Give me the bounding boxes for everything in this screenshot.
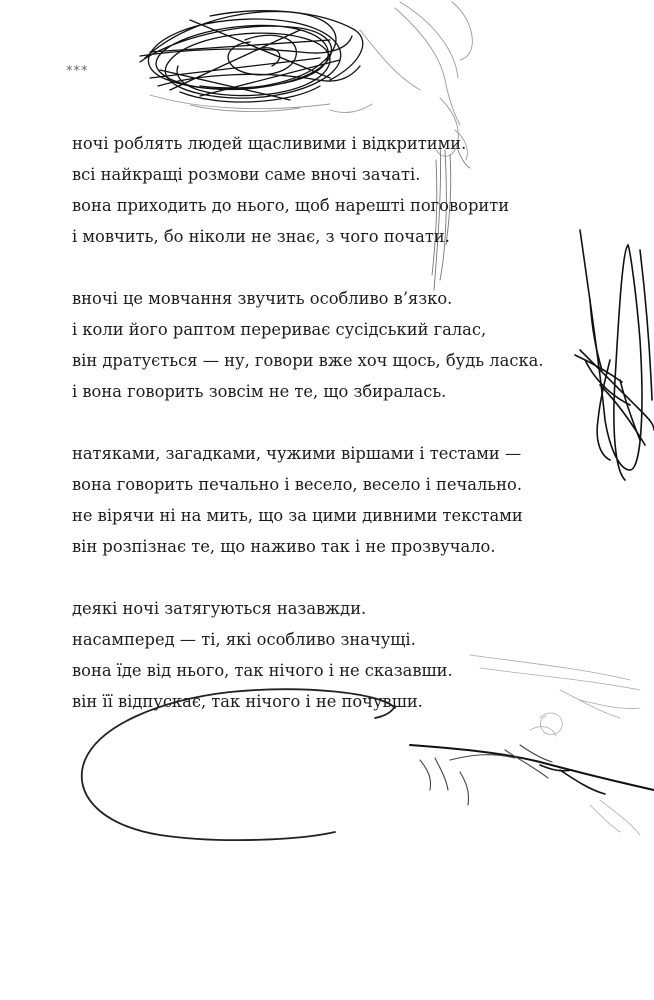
poem-line: він дратується — ну, говори вже хоч щось, будь ласка. [72,351,544,370]
poem-line: і коли його раптом перериває сусідський галас, [72,320,487,339]
poem [72,128,542,748]
stanza-3 [72,438,542,562]
poem-line: і вона говорить зовсім не те, що збиралась. [72,382,447,401]
poem-line: деякі ночі затягуються назавжди. [72,599,367,618]
stanza-4 [72,593,542,717]
right-loop-scribble [575,230,654,480]
asterism: *** [66,64,89,79]
poem-line: вночі це мовчання звучить особливо в’язко. [72,289,453,308]
poem-line: ночі роблять людей щасливими і відкритими. [72,134,467,153]
stanza-1 [72,128,542,252]
poem-line: не вірячи ні на мить, що за цими дивними текстами [72,506,523,525]
poem-line: насамперед — ті, які особливо значущі. [72,630,416,649]
poem-line: він її відпускає, так нічого і не почувши. [72,692,423,711]
poem-line: вона приходить до нього, щоб нарешті поговорити [72,196,510,215]
bottom-right-sketch [410,745,654,805]
poem-line: всі найкращі розмови саме вночі зачаті. [72,165,421,184]
poem-line: натяками, загадками, чужими віршами і тестами — [72,444,522,463]
poem-line: вона говорить печально і весело, весело і печально. [72,475,523,494]
top-dark-scribble [140,11,363,102]
poem-line: і мовчить, бо ніколи не знає, з чого почати. [72,227,450,246]
stanza-2 [72,283,542,407]
poem-line: він розпізнає те, що наживо так і не прозвучало. [72,537,496,556]
poem-line: вона їде від нього, так нічого і не сказавши. [72,661,453,680]
